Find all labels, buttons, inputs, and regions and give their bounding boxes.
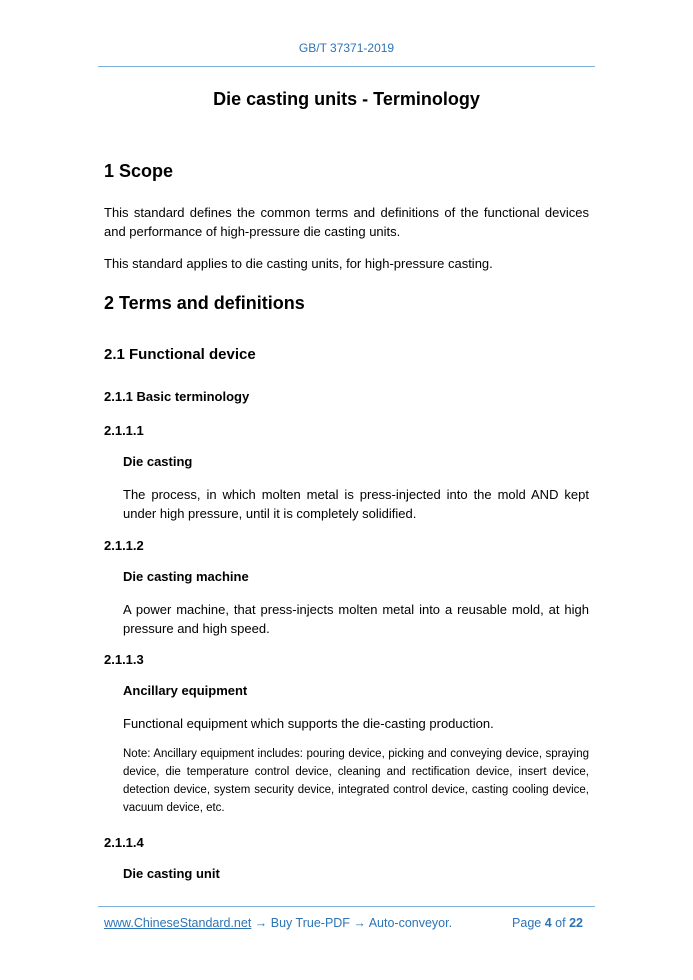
entry-definition: A power machine, that press-injects molten metal into a reusable mold, at high pressure and high speed. xyxy=(123,602,589,636)
entry-number: 2.1.1.2 xyxy=(104,538,144,553)
entry-number: 2.1.1.4 xyxy=(104,835,144,850)
scope-paragraph-2: This standard applies to die casting units, for high-pressure casting. xyxy=(104,256,493,271)
footer-divider xyxy=(98,906,595,907)
entry-number: 2.1.1.1 xyxy=(104,423,144,438)
entry-term: Die casting machine xyxy=(123,569,249,584)
footer-website-link[interactable]: www.ChineseStandard.net xyxy=(104,916,252,930)
entry-term: Die casting unit xyxy=(123,866,220,881)
page-label: Page xyxy=(512,916,542,930)
header-standard-code: GB/T 37371-2019 xyxy=(298,41,395,55)
entry-note: Note: Ancillary equipment includes: pouring device, picking and conveying device, spraying device, die temperature control device, cleaning and rectification device, insert device, detection device, system security device, integrated control device, casting cooling device, vacuum device, etc. xyxy=(123,748,589,814)
scope-heading: 1 Scope xyxy=(104,161,174,181)
scope-paragraph-1: This standard defines the common terms and definitions of the functional devices and performance of high-pressure die casting units. xyxy=(104,205,589,239)
footer-promo-text: → Buy True-PDF → Auto-conveyor. xyxy=(251,916,453,930)
entry-term: Die casting xyxy=(123,454,193,469)
page-indicator xyxy=(512,916,583,930)
entry-definition: Functional equipment which supports the die-casting production. xyxy=(123,716,494,731)
footer-promo xyxy=(104,916,452,930)
document-title: Die casting units - Terminology xyxy=(213,89,480,109)
terms-heading: 2 Terms and definitions xyxy=(104,293,305,313)
header-divider xyxy=(98,66,595,67)
entry-number: 2.1.1.3 xyxy=(104,652,144,667)
page-of: of xyxy=(555,916,566,930)
entry-term: Ancillary equipment xyxy=(123,683,248,698)
basic-terminology-heading: 2.1.1 Basic terminology xyxy=(104,389,250,404)
entry-definition: The process, in which molten metal is press-injected into the mold AND kept under high pressure, until it is completely solidified. xyxy=(123,487,589,521)
page-current: 4 xyxy=(544,916,552,930)
functional-device-heading: 2.1 Functional device xyxy=(104,346,256,363)
page-total: 22 xyxy=(569,916,583,930)
